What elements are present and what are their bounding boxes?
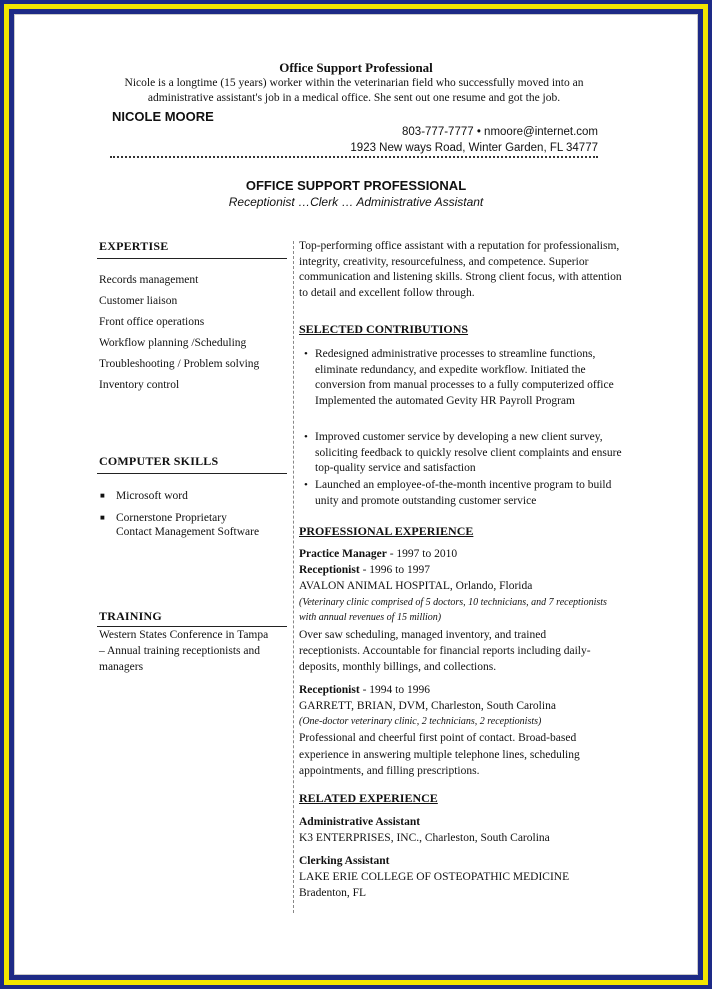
skill-item: Microsoft word xyxy=(116,490,188,502)
job-title-line xyxy=(299,546,457,562)
job-title: Receptionist xyxy=(299,684,360,696)
job-title-line xyxy=(299,562,430,578)
square-bullet-icon: ■ xyxy=(100,491,105,500)
experience-heading: PROFESSIONAL EXPERIENCE xyxy=(299,524,474,538)
resume-title: OFFICE SUPPORT PROFESSIONAL xyxy=(245,178,467,193)
expertise-item: Records management xyxy=(99,274,199,286)
square-bullet-icon: ■ xyxy=(100,513,105,522)
computer-skills-heading: COMPUTER SKILLS xyxy=(99,454,219,468)
employer-note: (Veterinary clinic comprised of 5 doctors, 10 technicians, and 7 receptionists xyxy=(299,597,607,608)
job-title: Clerking Assistant xyxy=(299,855,390,867)
contribution-item: Redesigned administrative processes to streamline functions, eliminate redundancy, and expedite workflow. Initiated the conversion from manual processes to a fully computerized office Implemented the automated Gevity HR Payroll Program xyxy=(315,348,614,408)
job-title-line xyxy=(299,682,430,698)
contribution-item: Improved customer service by developing a new client survey, soliciting feedback to quickly resolve client complaints and ensure top-quality service and satisfaction xyxy=(315,431,622,475)
job-description: deposits, monthly billings, and collections. xyxy=(299,661,497,673)
bullet-icon: • xyxy=(304,348,308,360)
training-line: – Annual training receptionists and xyxy=(99,645,260,657)
job-dates: - 1996 to 1997 xyxy=(359,564,430,576)
expertise-heading: EXPERTISE xyxy=(99,239,169,253)
bullet-icon: • xyxy=(304,431,308,443)
intro-text: Nicole is a longtime (15 years) worker within the veterinarian field who successfully moved into an administrative assistant's job in a medical office. She sent out one resume and got the job. xyxy=(124,77,584,104)
job-title: Receptionist xyxy=(299,564,360,576)
resume-subtitle: Receptionist …Clerk … Administrative Assistant xyxy=(228,195,484,209)
expertise-item: Inventory control xyxy=(99,379,180,391)
job-title: Practice Manager xyxy=(299,548,387,560)
column-divider xyxy=(293,241,294,913)
intro-title: Office Support Professional xyxy=(279,60,433,75)
bullet-icon: • xyxy=(304,479,308,491)
expertise-item: Workflow planning /Scheduling xyxy=(99,337,247,349)
employer: K3 ENTERPRISES, INC., Charleston, South Carolina xyxy=(299,832,550,844)
job-description: receptionists. Accountable for financial reports including daily- xyxy=(299,645,591,657)
resume-page xyxy=(14,14,698,975)
contact-address: 1923 New ways Road, Winter Garden, FL 34777 xyxy=(350,142,598,154)
contributions-heading: SELECTED CONTRIBUTIONS xyxy=(299,322,469,336)
computer-skills-rule xyxy=(97,473,287,474)
job-description: appointments, and filling prescriptions. xyxy=(299,765,480,777)
skill-item: Contact Management Software xyxy=(116,526,260,538)
skill-item: Cornerstone Proprietary xyxy=(116,512,227,524)
training-rule xyxy=(97,626,287,627)
related-heading: RELATED EXPERIENCE xyxy=(299,791,438,805)
training-line: managers xyxy=(99,661,144,673)
employer: AVALON ANIMAL HOSPITAL, Orlando, Florida xyxy=(299,580,533,592)
employer: LAKE ERIE COLLEGE OF OSTEOPATHIC MEDICINE xyxy=(299,871,570,883)
contact-phone-email: 803-777-7777 • nmoore@internet.com xyxy=(402,126,598,138)
job-title: Administrative Assistant xyxy=(299,816,421,828)
job-description: Over saw scheduling, managed inventory, and trained xyxy=(299,629,547,641)
candidate-name: NICOLE MOORE xyxy=(112,109,214,124)
dotted-divider xyxy=(110,156,598,158)
expertise-item: Front office operations xyxy=(99,316,205,328)
expertise-item: Customer liaison xyxy=(99,295,178,307)
job-description: Professional and cheerful first point of contact. Broad-based xyxy=(299,732,577,744)
job-dates: - 1994 to 1996 xyxy=(359,684,430,696)
summary-paragraph: Top-performing office assistant with a reputation for professionalism, integrity, creativity, resourcefulness, and competence. Superior communication and listening skills. Strong client focus, with attention to detail and excellent follow through. xyxy=(299,240,622,299)
expertise-rule xyxy=(97,258,287,259)
expertise-item: Troubleshooting / Problem solving xyxy=(99,358,260,370)
training-line: Western States Conference in Tampa xyxy=(99,629,269,641)
contribution-item: Launched an employee-of-the-month incentive program to build unity and promote outstanding customer service xyxy=(315,479,612,507)
job-dates: - 1997 to 2010 xyxy=(386,548,458,560)
employer-note: with annual revenues of 15 million) xyxy=(299,612,442,623)
employer-location: Bradenton, FL xyxy=(299,887,367,899)
job-description: experience in answering multiple telephone lines, scheduling xyxy=(299,749,580,761)
employer: GARRETT, BRIAN, DVM, Charleston, South Carolina xyxy=(299,700,556,712)
training-heading: TRAINING xyxy=(99,609,162,623)
employer-note: (One-doctor veterinary clinic, 2 technicians, 2 receptionists) xyxy=(299,716,542,727)
